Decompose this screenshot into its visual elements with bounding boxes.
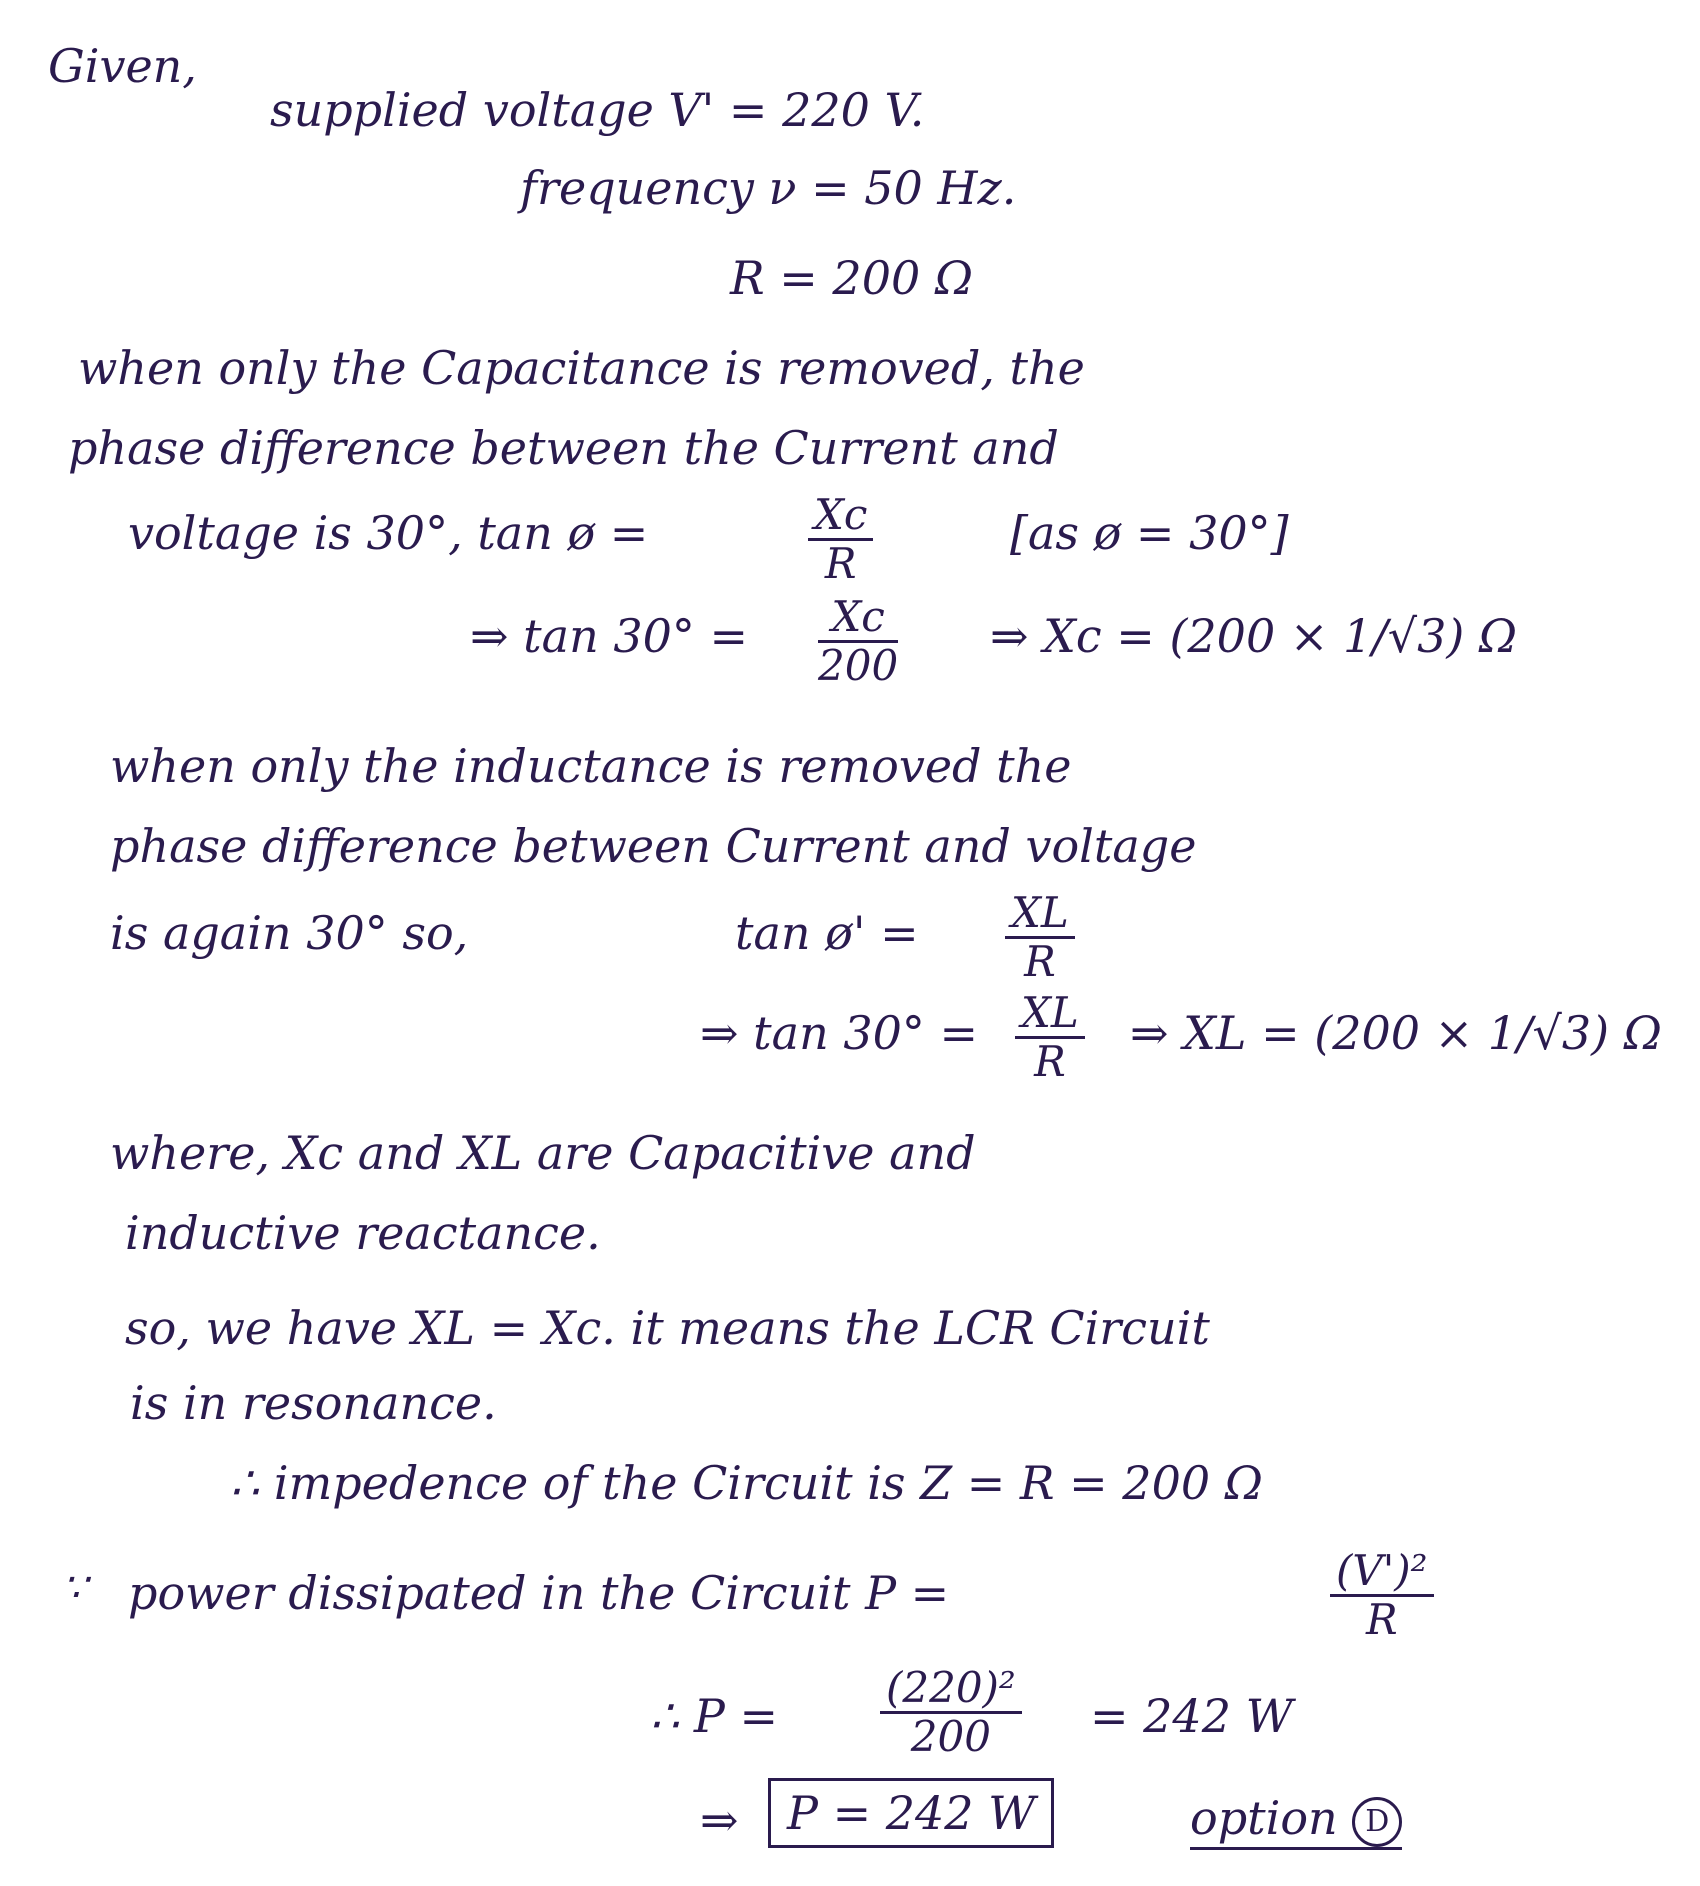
ind-line-3: is again 30° so,: [110, 906, 469, 960]
ind-frac2-num: XL: [1015, 990, 1085, 1039]
ind-fraction-2: [1015, 990, 1085, 1085]
ind-frac2-den: R: [1034, 1037, 1066, 1086]
cap-frac1-den: R: [824, 539, 857, 588]
ind-result: ⇒ XL = (200 × 1/√3) Ω: [1130, 1006, 1662, 1060]
power-line-2: ∴ P =: [650, 1689, 779, 1743]
cap-line-2: phase difference between the Current and: [68, 421, 1059, 475]
cap-line-4: ⇒ tan 30° =: [470, 609, 749, 663]
conclusion-line-2: inductive reactance.: [125, 1206, 601, 1260]
cap-frac2-den: 200: [818, 641, 899, 690]
conclusion-line-4: is in resonance.: [130, 1376, 497, 1430]
cap-bracket-note: [as ø = 30°]: [1010, 506, 1289, 560]
power-result: = 242 W: [1090, 1689, 1293, 1743]
power-line-1: power dissipated in the Circuit P =: [128, 1566, 950, 1620]
cap-fraction-2: [818, 594, 898, 689]
option-letter-circle: D: [1352, 1797, 1402, 1847]
power-frac1-num: (V')²: [1330, 1548, 1434, 1597]
conclusion-line-1: where, Xc and XL are Capacitive and: [110, 1126, 976, 1180]
implies-arrow: ⇒: [700, 1793, 739, 1847]
because-symbol: ∵: [62, 1565, 88, 1611]
boxed-answer: P = 242 W: [768, 1778, 1054, 1848]
power-frac2-den: 200: [910, 1712, 991, 1761]
ind-line-4: ⇒ tan 30° =: [700, 1006, 979, 1060]
given-label: Given,: [48, 39, 197, 93]
power-frac2-num: (220)²: [880, 1665, 1022, 1714]
cap-frac1-num: Xc: [808, 492, 873, 541]
cap-fraction-1: [808, 492, 873, 587]
power-fraction-2: [880, 1665, 1022, 1760]
cap-line-1: when only the Capacitance is removed, the: [78, 341, 1085, 395]
given-frequency: frequency ν = 50 Hz.: [520, 161, 1017, 215]
ind-frac1-den: R: [1024, 937, 1056, 986]
cap-result: ⇒ Xc = (200 × 1/√3) Ω: [990, 609, 1518, 663]
option-answer: [1190, 1790, 1402, 1850]
ind-line-1: when only the inductance is removed the: [110, 739, 1072, 793]
conclusion-line-5: ∴ impedence of the Circuit is Z = R = 200 Ω: [230, 1456, 1263, 1510]
ind-line-2: phase difference between Current and voltage: [110, 819, 1197, 873]
option-label: option: [1190, 1791, 1338, 1845]
cap-line-3: voltage is 30°, tan ø =: [128, 506, 649, 560]
ind-frac1-num: XL: [1005, 890, 1075, 939]
ind-tan-lead: tan ø' =: [735, 906, 919, 960]
cap-frac2-num: Xc: [818, 594, 898, 643]
given-resistance: R = 200 Ω: [730, 251, 973, 305]
given-voltage: supplied voltage V' = 220 V.: [270, 83, 925, 137]
power-fraction-1: [1330, 1548, 1434, 1643]
conclusion-line-3: so, we have XL = Xc. it means the LCR Circuit: [125, 1301, 1210, 1355]
power-frac1-den: R: [1365, 1595, 1398, 1644]
ind-fraction-1: [1005, 890, 1075, 985]
